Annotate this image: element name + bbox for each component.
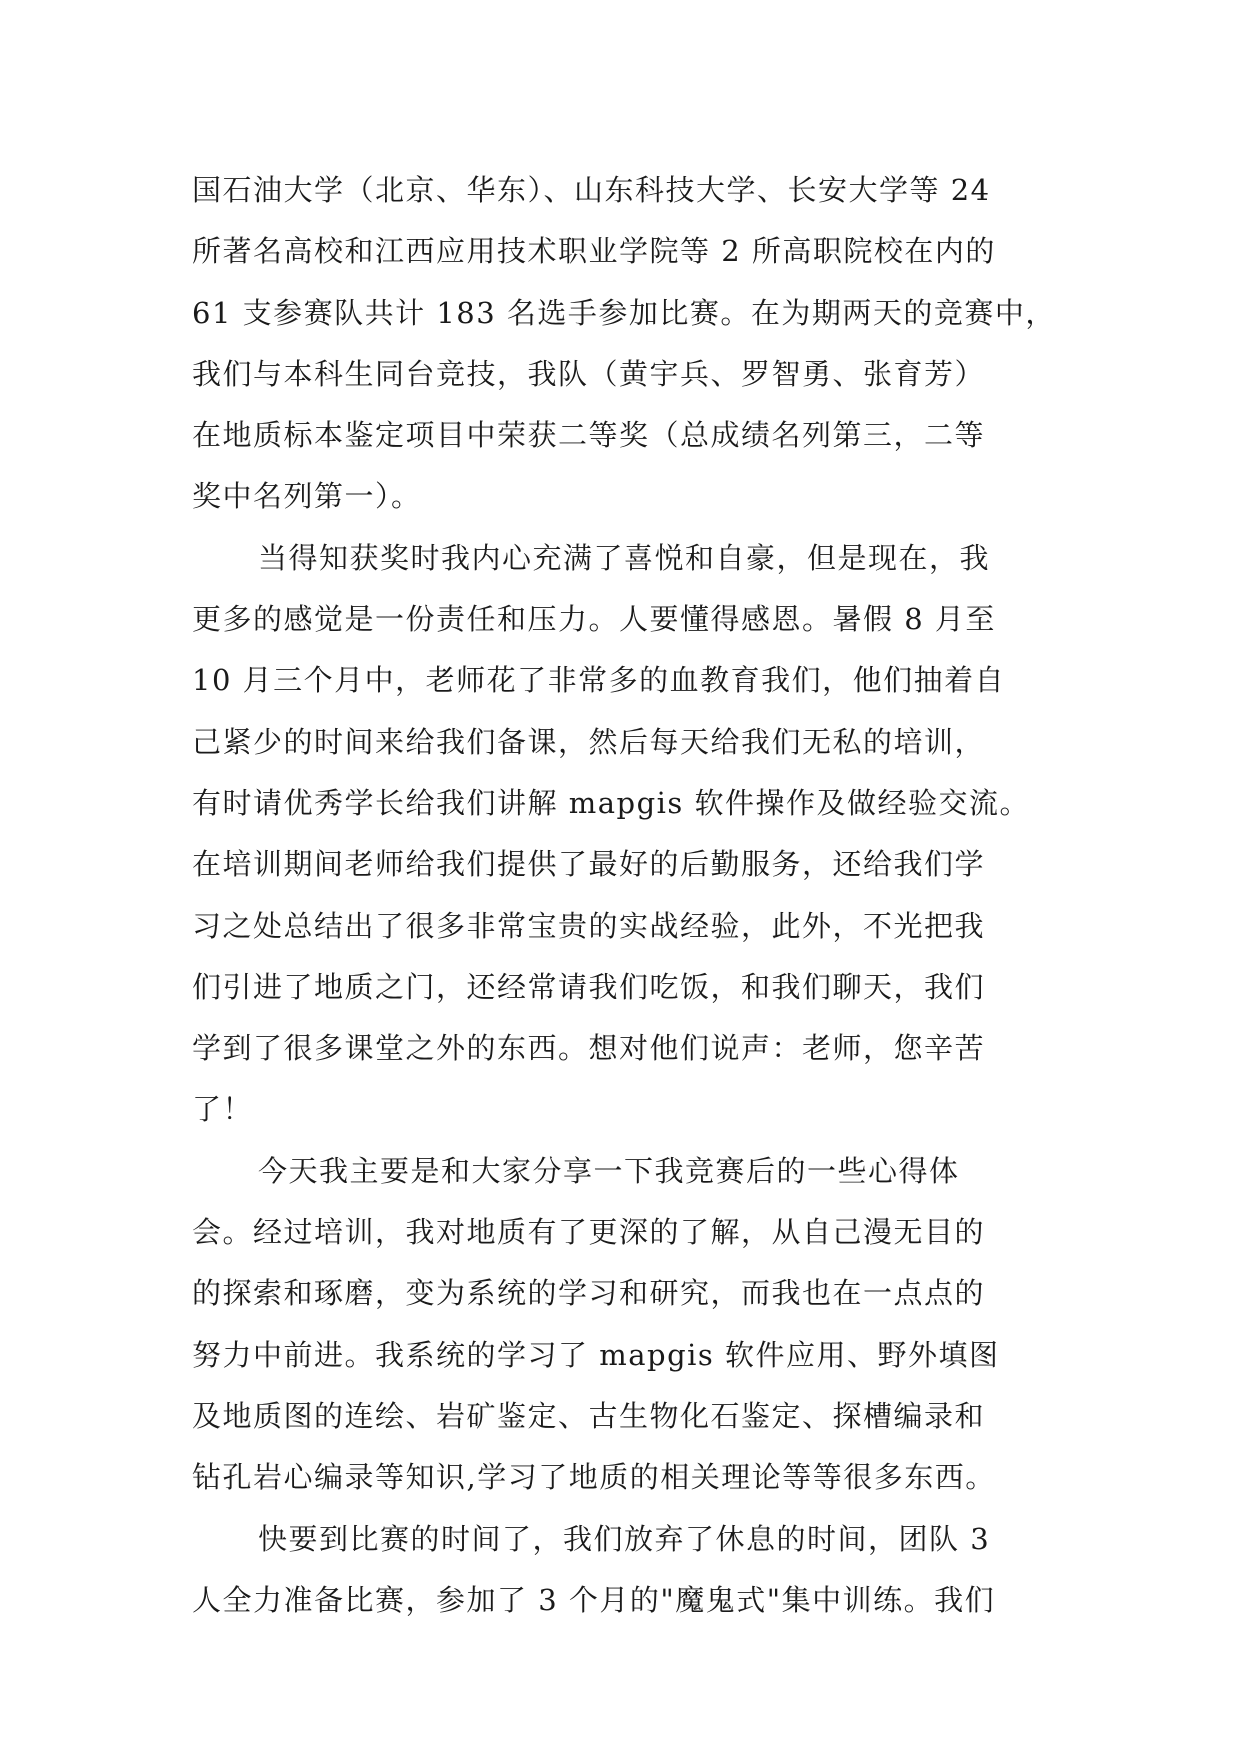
text-line: 会。经过培训，我对地质有了更深的了解，从自己漫无目的	[192, 1215, 986, 1250]
text-line: 钻孔岩心编录等知识,学习了地质的相关理论等等很多东西。	[192, 1460, 996, 1495]
text-line: 当得知获奖时我内心充满了喜悦和自豪，但是现在，我	[258, 540, 991, 575]
text-line: 今天我主要是和大家分享一下我竞赛后的一些心得体	[258, 1153, 960, 1188]
text-line: 在培训期间老师给我们提供了最好的后勤服务，还给我们学	[192, 847, 986, 882]
text-line: 们引进了地质之门，还经常请我们吃饭，和我们聊天，我们	[192, 969, 986, 1004]
text-line: 10 月三个月中，老师花了非常多的血教育我们，他们抽着自	[192, 663, 1006, 698]
text-line: 有时请优秀学长给我们讲解 mapgis 软件操作及做经验交流。	[192, 785, 1031, 820]
text-line: 国石油大学（北京、华东）、山东科技大学、长安大学等 24	[192, 173, 991, 207]
text-line: 努力中前进。我系统的学习了 mapgis 软件应用、野外填图	[192, 1337, 1000, 1372]
text-line: 在地质标本鉴定项目中荣获二等奖（总成绩名列第三，二等	[192, 418, 986, 453]
text-line: 61 支参赛队共计 183 名选手参加比赛。在为期两天的竞赛中，	[192, 295, 1056, 330]
text-line: 人全力准备比赛，参加了 3 个月的"魔鬼式"集中训练。我们	[192, 1582, 996, 1617]
text-line: 己紧少的时间来给我们备课，然后每天给我们无私的培训，	[192, 724, 986, 759]
text-line: 我们与本科生同台竞技，我队（黄宇兵、罗智勇、张育芳）	[192, 356, 986, 391]
text-line: 更多的感觉是一份责任和压力。人要懂得感恩。暑假 8 月至	[192, 602, 996, 637]
document-body	[192, 160, 1092, 1631]
text-line: 学到了很多课堂之外的东西。想对他们说声：老师，您辛苦	[192, 1031, 986, 1066]
text-line: 所著名高校和江西应用技术职业学院等 2 所高职院校在内的	[192, 234, 996, 269]
text-line: 了！	[192, 1092, 254, 1127]
text-line: 及地质图的连绘、岩矿鉴定、古生物化石鉴定、探槽编录和	[192, 1398, 986, 1433]
text-line: 奖中名列第一）。	[192, 479, 422, 514]
text-line: 的探索和琢磨，变为系统的学习和研究，而我也在一点点的	[192, 1276, 986, 1311]
text-line: 习之处总结出了很多非常宝贵的实战经验，此外，不光把我	[192, 908, 986, 943]
text-line: 快要到比赛的时间了，我们放弃了休息的时间，团队 3	[258, 1521, 991, 1556]
